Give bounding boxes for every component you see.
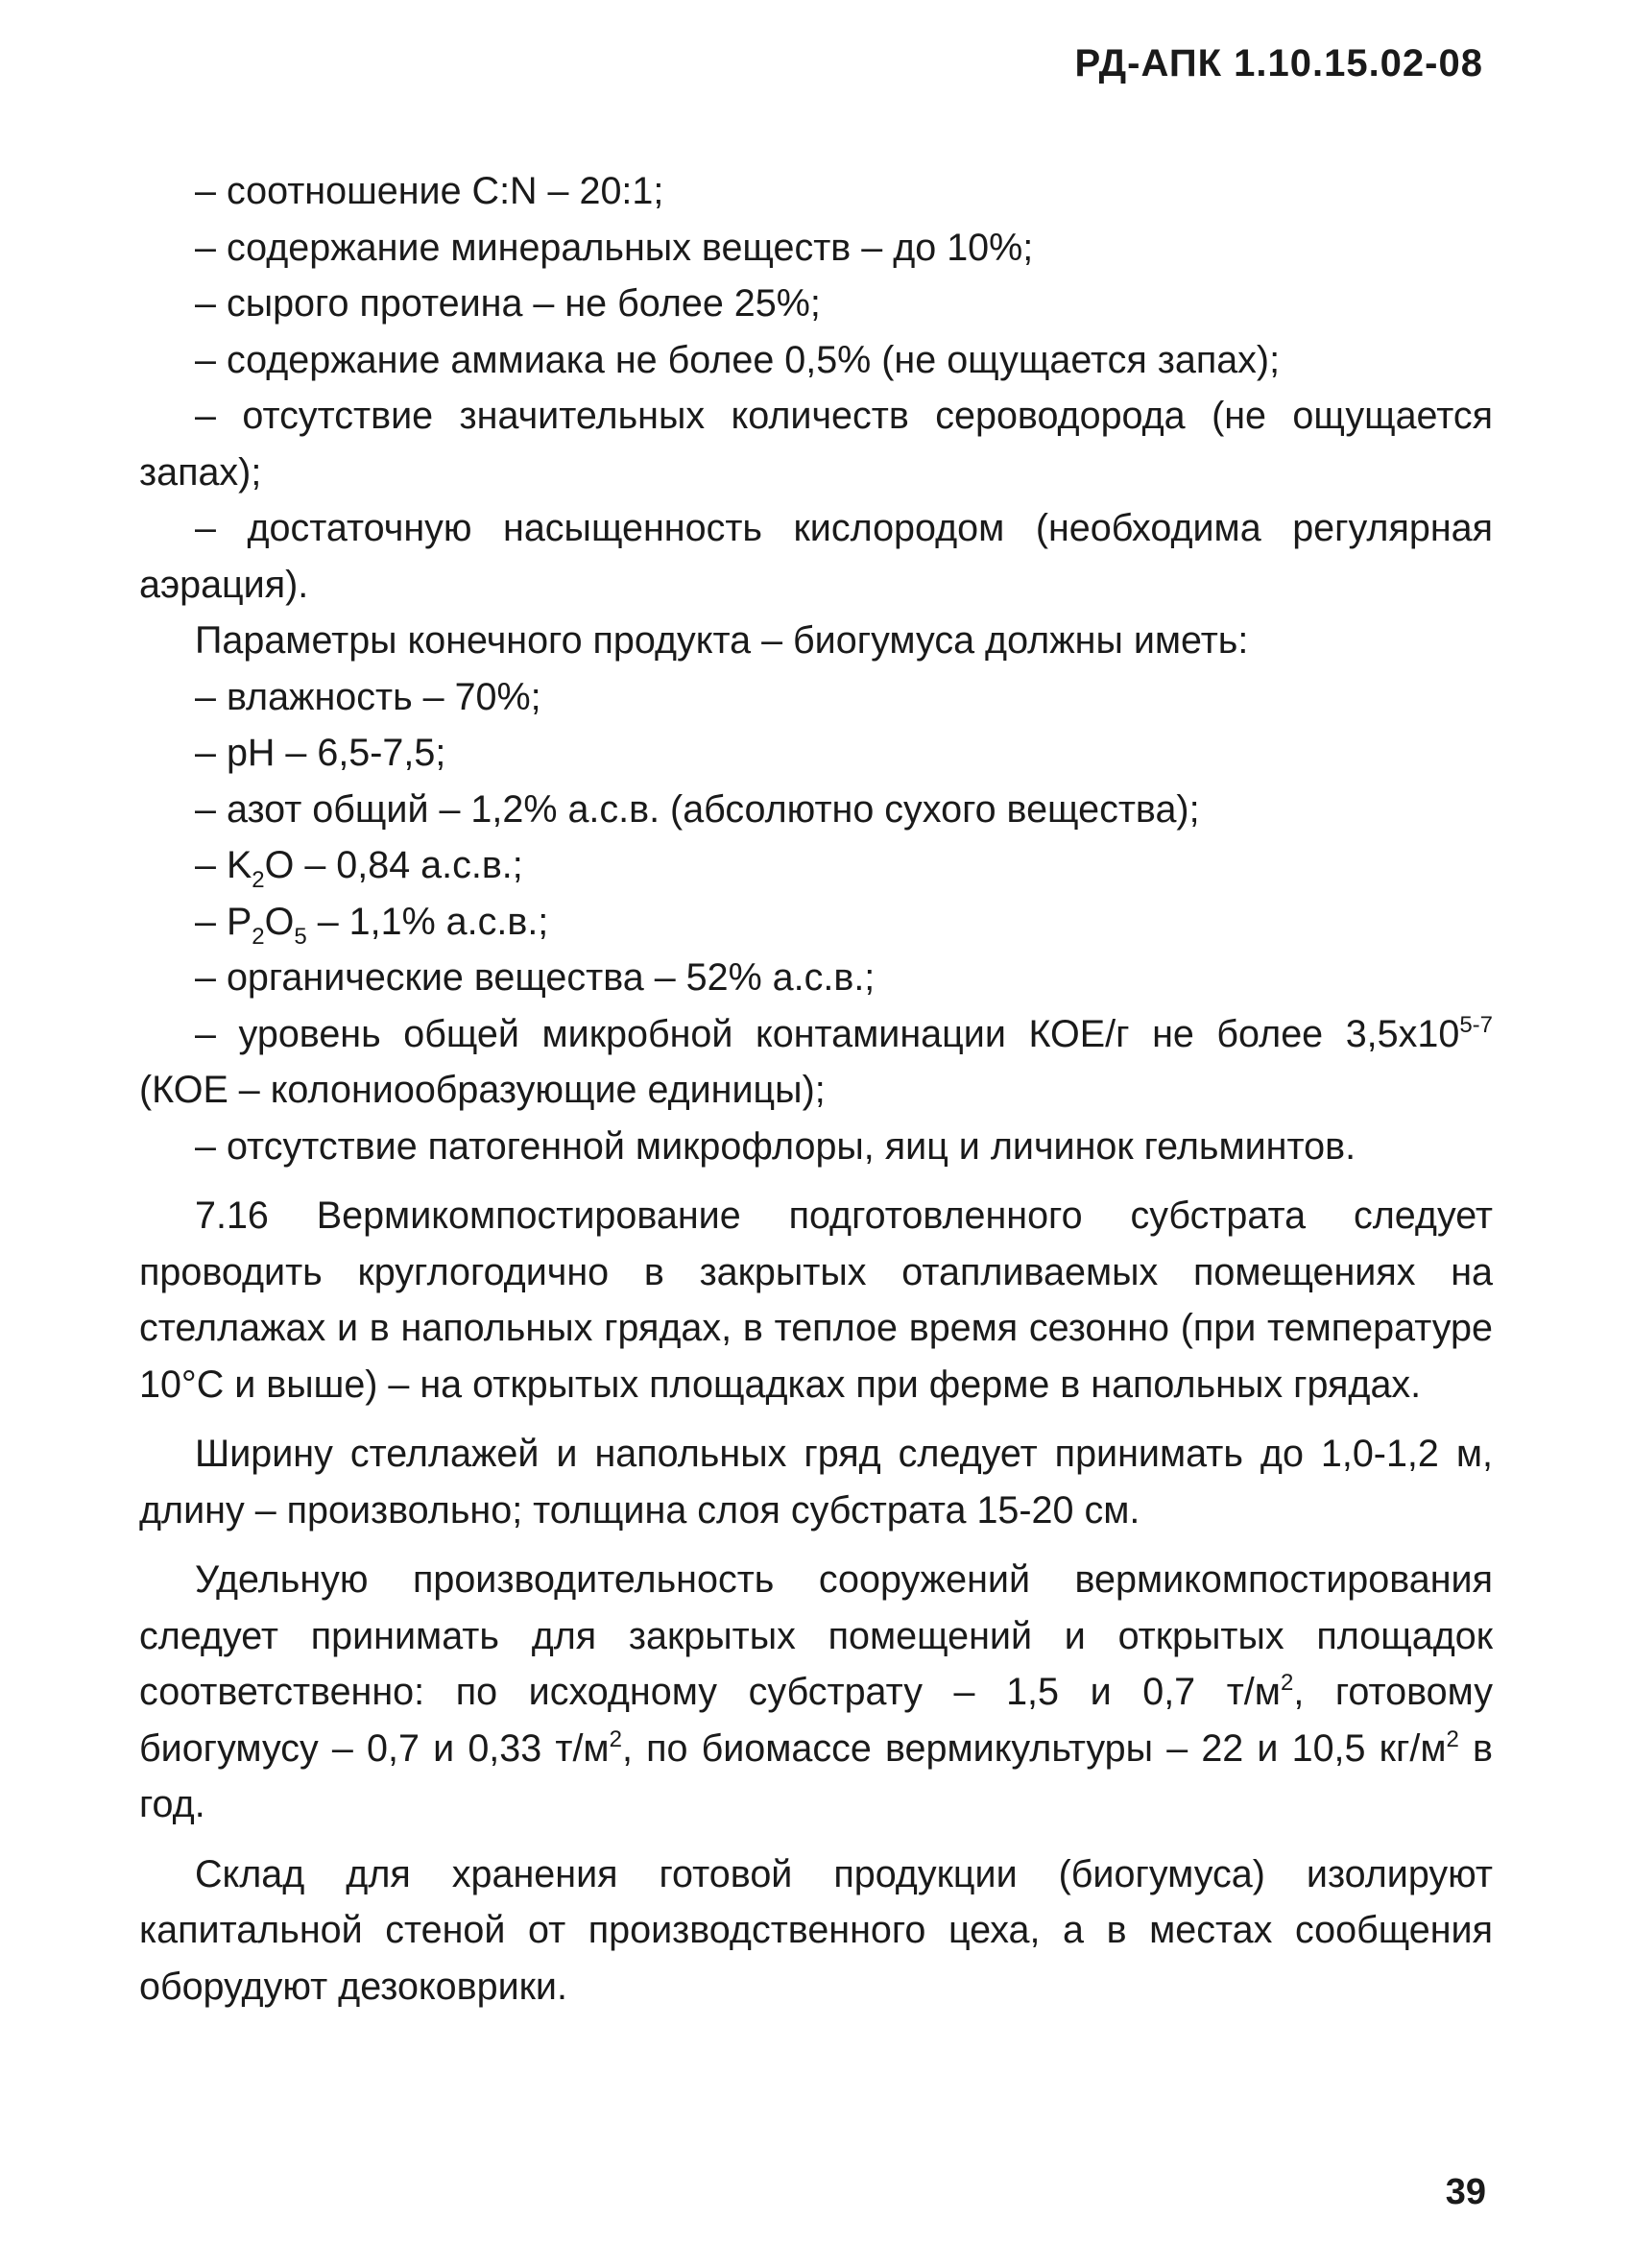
k2o-prefix: – K (195, 844, 252, 886)
paragraph-minerals: – содержание минеральных веществ – до 10%; (195, 226, 1034, 269)
microbial-text: – уровень общей микробной контаминации КОЕ/г не более 3,5х10 (195, 1012, 1460, 1055)
p2o5-mid: O (264, 900, 295, 943)
microbial-exponent: 5-7 (1459, 1011, 1493, 1038)
paragraph-ph: – pH – 6,5-7,5; (195, 732, 446, 774)
paragraph-protein: – сырого протеина – не более 25%; (195, 282, 821, 325)
productivity-sup3: 2 (1446, 1725, 1459, 1752)
paragraph-width: Ширину стеллажей и напольных гряд следует принимать до 1,0-1,2 м, длину – произвольно; толщина слоя субстрата 15-20 см. (139, 1433, 1493, 1532)
k2o-rest: O – 0,84 а.с.в.; (264, 844, 523, 886)
p2o5-prefix: – P (195, 900, 252, 943)
paragraph-k2o (139, 837, 1493, 894)
productivity-part1: Удельную производительность сооружений вермикомпостирования следует принимать для закрытых помещений и открытых площадок соответственно: по исходному субстрату – 1,5 и 0,7 т/м (139, 1558, 1493, 1713)
paragraph-product-params: Параметры конечного продукта – биогумуса должны иметь: (195, 619, 1249, 662)
productivity-part2: , готовому биогумусу – 0,7 и 0,33 т/м (139, 1671, 1493, 1770)
p2o5-subscript-2: 5 (294, 923, 307, 950)
paragraph-7-16: 7.16 Вермикомпостирование подготовленного субстрата следует проводить круглогодично в закрытых отапливаемых помещениях на стеллажах и в напольных грядах, в теплое время сезонно (при температуре 10°С и выше) – на открытых площадках при ферме в напольных грядах. (139, 1194, 1493, 1406)
paragraph-organic: – органические вещества – 52% а.с.в.; (195, 956, 876, 999)
paragraph-hydrogen-sulfide: – отсутствие значительных количеств сероводорода (не ощущается запах); (139, 395, 1493, 494)
p2o5-rest: – 1,1% а.с.в.; (306, 900, 549, 943)
page-body (139, 163, 1493, 2015)
paragraph-ammonia: – содержание аммиака не более 0,5% (не ощущается запах); (195, 338, 1281, 381)
paragraph-nitrogen: – азот общий – 1,2% а.с.в. (абсолютно сухого вещества); (195, 787, 1200, 831)
productivity-part3: , по биомассе вермикультуры – 22 и 10,5 кг/м (621, 1726, 1447, 1770)
k2o-subscript: 2 (252, 867, 265, 893)
paragraph-productivity (139, 1552, 1493, 1833)
productivity-sup1: 2 (1280, 1670, 1294, 1696)
paragraph-oxygen: – достаточную насыщенность кислородом (необходима регулярная аэрация). (139, 507, 1493, 606)
document-code: РД-АПК 1.10.15.02-08 (1074, 42, 1483, 84)
paragraph-p2o5 (139, 894, 1493, 951)
page-number: 39 (1445, 2172, 1486, 2212)
productivity-part4: в год. (139, 1726, 1493, 1825)
p2o5-subscript-1: 2 (252, 923, 265, 950)
paragraph-microbial (139, 1006, 1493, 1119)
paragraph-pathogens: – отсутствие патогенной микрофлоры, яиц и личинок гельминтов. (195, 1124, 1356, 1168)
productivity-sup2: 2 (609, 1725, 622, 1752)
paragraph-humidity: – влажность – 70%; (195, 675, 541, 718)
paragraph-cn-ratio: – соотношение C:N – 20:1; (195, 170, 664, 212)
paragraph-storage: Склад для хранения готовой продукции (биогумуса) изолируют капитальной стеной от производственного цеха, а в местах сообщения оборудуют дезоковрики. (139, 1852, 1493, 2008)
microbial-rest: (КОЕ – колониообразующие единицы); (139, 1069, 826, 1111)
